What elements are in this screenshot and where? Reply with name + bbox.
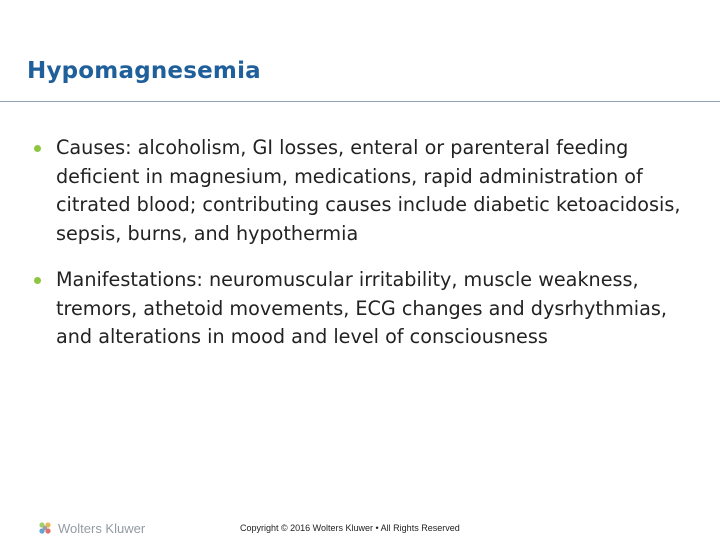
bullet-dot-icon — [34, 277, 41, 284]
title-divider — [0, 101, 720, 102]
bullet-item-manifestations — [34, 266, 694, 352]
bullet-text: Manifestations: neuromuscular irritability, muscle weakness, tremors, athetoid movements, ECG changes and dysrhythmias, and alterations in mood and level of consciousness — [56, 268, 667, 348]
bullet-item-causes — [34, 134, 694, 248]
bullet-list — [34, 134, 694, 370]
bullet-dot-icon — [34, 145, 41, 152]
bullet-text: Causes: alcoholism, GI losses, enteral or parenteral feeding deficient in magnesium, medications, rapid administration of citrated blood; contributing causes include diabetic ketoacidosis, sepsis, burns, and hypothermia — [56, 136, 681, 245]
slide-title: Hypomagnesemia — [27, 58, 261, 84]
wolters-kluwer-logo-icon — [36, 519, 54, 537]
logo-text: Wolters Kluwer — [58, 520, 146, 536]
copyright-text: Copyright © 2016 Wolters Kluwer • All Rights Reserved — [240, 523, 460, 533]
footer-logo — [36, 519, 145, 537]
